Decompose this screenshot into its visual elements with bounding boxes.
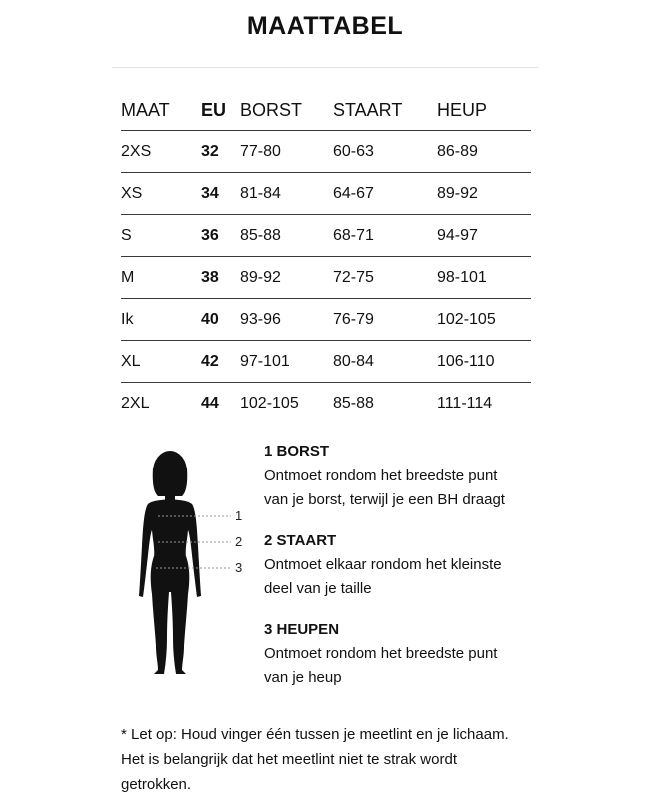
female-silhouette-icon <box>118 446 248 678</box>
cell-staart: 80-84 <box>333 341 437 383</box>
table-row <box>121 131 531 173</box>
legend-text: Ontmoet rondom het breedste punt <box>264 467 498 484</box>
cell-borst: 85-88 <box>240 215 333 257</box>
legend-heupen <box>264 618 564 690</box>
measure-note <box>121 722 541 797</box>
cell-staart: 68-71 <box>333 215 437 257</box>
cell-eu: 36 <box>201 215 240 257</box>
cell-staart: 85-88 <box>333 394 374 412</box>
cell-eu: 40 <box>201 299 240 341</box>
cell-heup: 94-97 <box>437 215 531 257</box>
cell-eu: 32 <box>201 131 240 173</box>
table-row <box>121 215 531 257</box>
legend-text: van je heup <box>264 669 342 686</box>
cell-borst: 102-105 <box>240 394 299 412</box>
legend-borst <box>264 440 564 512</box>
legend-heading: 2 STAART <box>264 532 337 549</box>
legend-text: Ontmoet rondom het breedste punt <box>264 645 498 662</box>
header-eu: EU <box>201 90 240 131</box>
cell-borst: 89-92 <box>240 257 333 299</box>
silhouette-body <box>139 451 201 674</box>
header-staart: STAART <box>333 90 437 131</box>
cell-heup: 102-105 <box>437 299 531 341</box>
cell-maat: M <box>121 257 201 299</box>
cell-eu: 42 <box>201 341 240 383</box>
header-maat: MAAT <box>121 90 201 131</box>
cell-maat: 2XS <box>121 131 201 173</box>
cell-heup: 98-101 <box>437 257 531 299</box>
table-row <box>121 299 531 341</box>
cell-borst: 97-101 <box>240 341 333 383</box>
cell-staart: 72-75 <box>333 257 437 299</box>
cell-eu: 34 <box>201 173 240 215</box>
cell-maat: Ik <box>121 299 201 341</box>
legend-heading: 3 HEUPEN <box>264 621 340 638</box>
table-header-row <box>121 90 531 131</box>
cell-heup: 106-110 <box>437 341 531 383</box>
legend-heading: 1 BORST <box>264 443 330 460</box>
note-line: * Let op: Houd vinger één tussen je meetlint en je lichaam. <box>121 726 509 743</box>
legend-staart <box>264 529 564 601</box>
cell-eu: 38 <box>201 257 240 299</box>
table-row <box>121 173 531 215</box>
cell-heup: 86-89 <box>437 131 531 173</box>
cell-borst: 93-96 <box>240 299 333 341</box>
cell-eu: 44 <box>201 394 219 412</box>
header-borst: BORST <box>240 90 333 131</box>
cell-staart: 76-79 <box>333 299 437 341</box>
table-row <box>121 257 531 299</box>
title-divider <box>112 67 538 68</box>
cell-borst: 77-80 <box>240 131 333 173</box>
legend-text: Ontmoet elkaar rondom het kleinste <box>264 556 502 573</box>
page-title: MAATTABEL <box>246 12 404 40</box>
legend-text: van je borst, terwijl je een BH draagt <box>264 491 505 508</box>
cell-heup: 89-92 <box>437 173 531 215</box>
cell-heup: 111-114 <box>437 394 493 412</box>
cell-maat: 2XL <box>121 394 150 412</box>
cell-maat: S <box>121 215 201 257</box>
cell-maat: XS <box>121 173 201 215</box>
marker-3: 3 <box>235 560 243 575</box>
header-heup: HEUP <box>437 90 531 131</box>
size-table <box>121 90 531 424</box>
cell-borst: 81-84 <box>240 173 333 215</box>
cell-staart: 60-63 <box>333 131 437 173</box>
legend-text: deel van je taille <box>264 580 372 597</box>
cell-maat: XL <box>121 341 201 383</box>
table-row <box>121 341 531 383</box>
note-line: Het is belangrijk dat het meetlint niet te strak wordt <box>121 751 457 768</box>
note-line: getrokken. <box>121 776 192 793</box>
cell-staart: 64-67 <box>333 173 437 215</box>
marker-2: 2 <box>235 534 243 549</box>
marker-1: 1 <box>235 508 243 523</box>
table-row <box>121 383 531 425</box>
